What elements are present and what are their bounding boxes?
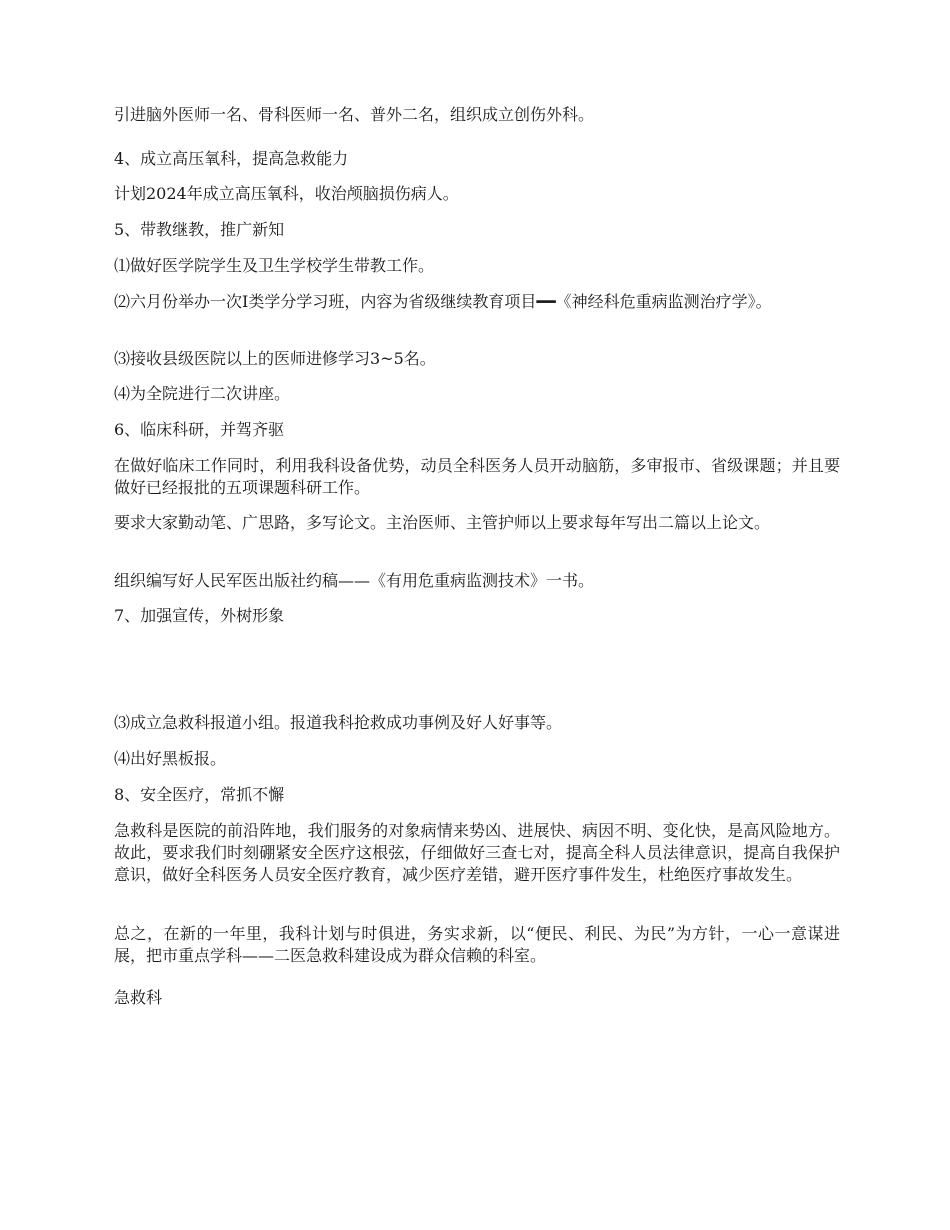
- heading-research: 6、临床科研，并驾齐驱: [114, 420, 285, 439]
- paragraph-hyperbaric-plan: 计划2024年成立高压氧科，收治颅脑损伤病人。: [114, 184, 459, 203]
- heading-safety: 8、安全医疗，常抓不懈: [114, 785, 285, 804]
- heading-hyperbaric-oxygen: 4、成立高压氧科，提高急救能力: [114, 149, 349, 168]
- heading-teaching: 5、带教继教，推广新知: [114, 220, 285, 239]
- paragraph-trauma-surgery: 引进脑外医师一名、骨科医师一名、普外二名，组织成立创伤外科。: [114, 105, 595, 124]
- paragraph-summary: 总之，在新的一年里，我科计划与时俱进，务实求新，以“便民、利民、为民”为方针，一心一意谋进展，把市重点学科——二医急救科建设成为群众信赖的科室。: [114, 924, 840, 965]
- paragraph-research-1: 在做好临床工作同时，利用我科设备优势，动员全科医务人员开动脑筋，多审报市、省级课题；并且要做好已经报批的五项课题科研工作。: [114, 456, 840, 497]
- paragraph-research-2: 要求大家勤动笔、广思路，多写论文。主治医师、主管护师以上要求每年写出二篇以上论文。: [114, 513, 771, 532]
- paragraph-safety: 急救科是医院的前沿阵地，我们服务的对象病情来势凶、进展快、病因不明、变化快，是高风险地方。故此，要求我们时刻硼紧安全医疗这根弦，仔细做好三查七对，提高全科人员法律意识，提高自我保护意识，做好全科医务人员安全医疗教育，减少医疗差错，避开医疗事件发生，杜绝医疗事故发生。: [114, 821, 840, 884]
- list-item-teaching-1: ⑴做好医学院学生及卫生学校学生带教工作。: [114, 256, 435, 275]
- heading-publicity: 7、加强宣传，外树形象: [114, 606, 285, 625]
- list-item-teaching-2: ⑵六月份举办一次Ⅰ类学分学习班，内容为省级继续教育项目━━《神经科危重病监测治疗学》。: [114, 292, 772, 311]
- signature-department: 急救科: [114, 988, 163, 1007]
- list-item-teaching-4: ⑷为全院进行二次讲座。: [114, 384, 291, 403]
- list-item-publicity-3: ⑶成立急救科报道小组。报道我科抢救成功事例及好人好事等。: [114, 713, 563, 732]
- list-item-teaching-3: ⑶接收县级医院以上的医师进修学习3~5名。: [114, 349, 436, 368]
- list-item-publicity-4: ⑷出好黑板报。: [114, 749, 227, 768]
- paragraph-research-3: 组织编写好人民军医出版社约稿——《有用危重病监测技术》一书。: [114, 571, 595, 590]
